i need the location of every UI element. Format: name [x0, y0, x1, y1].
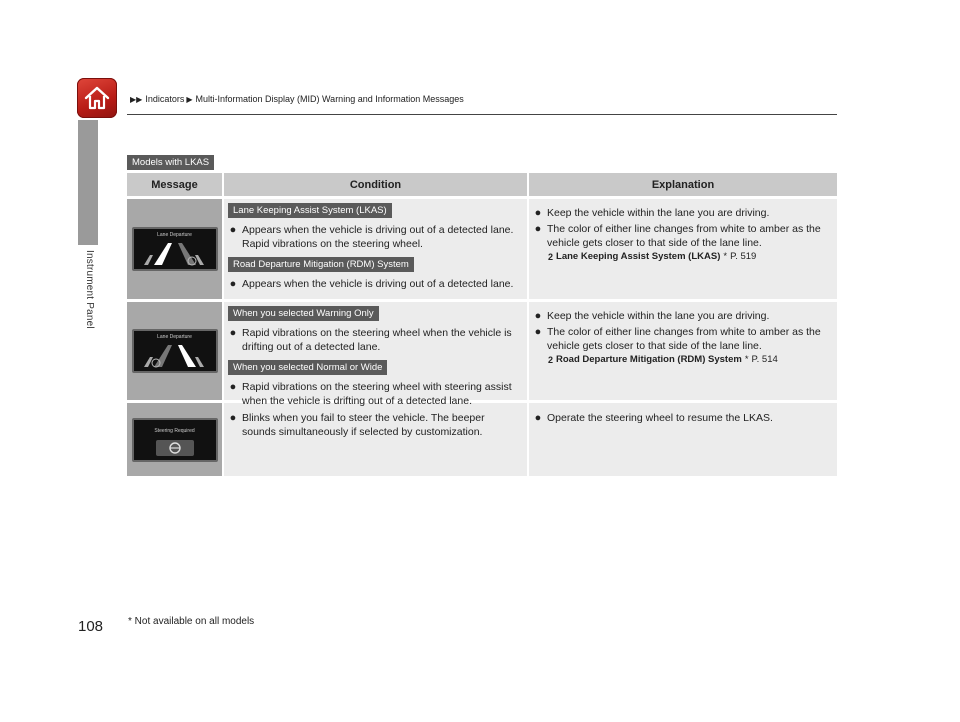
bullet-icon: ● [229, 412, 237, 424]
list-item [228, 223, 521, 251]
message-cell [127, 199, 222, 299]
bullet-icon: ● [534, 223, 542, 235]
screen-title: Lane Departure [157, 334, 192, 340]
bullet-icon: ● [229, 224, 237, 236]
reference-page: P. 519 [730, 251, 757, 262]
condition-text: Rapid vibrations on the steering wheel with steering assist when the vehicle is drifting out of a detected lane. [242, 381, 512, 407]
steering-required-screen [132, 418, 218, 462]
bullet-icon: ● [534, 326, 542, 338]
rdm-badge: Road Departure Mitigation (RDM) System [228, 257, 414, 272]
explanation-cell [527, 403, 837, 476]
explanation-cell [527, 199, 837, 299]
breadcrumb [130, 94, 464, 104]
bullet-icon: ● [534, 207, 542, 219]
bullet-icon: ● [534, 412, 542, 424]
bullet-icon: ● [534, 310, 542, 322]
footnote: * Not available on all models [128, 616, 255, 627]
explanation-text: The color of either line changes from white to amber as the vehicle gets closer to that side of the lane line. [547, 326, 821, 352]
normal-or-wide-badge: When you selected Normal or Wide [228, 360, 387, 375]
lkas-badge: Lane Keeping Assist System (LKAS) [228, 203, 392, 218]
table-header [127, 173, 837, 196]
breadcrumb-arrow-icon: ▶ [186, 94, 193, 104]
list-item [533, 325, 831, 353]
breadcrumb-arrow-icon: ▶▶ [130, 94, 143, 104]
breadcrumb-item-current[interactable]: Multi-Information Display (MID) Warning and Information Messages [195, 94, 464, 104]
reference-star: * [744, 354, 749, 365]
explanation-text: Operate the steering wheel to resume the LKAS. [547, 412, 773, 424]
cross-reference-link[interactable] [548, 250, 831, 264]
section-tab-bar [78, 120, 98, 245]
table-row [127, 403, 837, 476]
condition-text: Blinks when you fail to steer the vehicle. The beeper sounds simultaneously if selected by customization. [242, 412, 485, 438]
screen-title: Steering Required [154, 427, 195, 434]
page-number: 108 [78, 618, 104, 635]
header-message: Message [151, 178, 198, 191]
home-button[interactable] [77, 78, 117, 118]
breadcrumb-item-indicators[interactable]: Indicators [145, 94, 185, 104]
bullet-icon: ● [229, 327, 237, 339]
reference-title: Road Departure Mitigation (RDM) System [556, 354, 742, 365]
explanation-cell [527, 302, 837, 400]
lane-departure-screen [132, 329, 218, 373]
message-table [127, 173, 837, 476]
section-label: Instrument Panel [84, 250, 95, 329]
list-item [533, 206, 831, 220]
list-item [533, 222, 831, 250]
list-item [228, 326, 521, 354]
table-row [127, 199, 837, 299]
list-item [533, 309, 831, 323]
header-divider [127, 114, 837, 115]
explanation-text: The color of either line changes from white to amber as the vehicle gets closer to that side of the lane line. [547, 223, 821, 249]
explanation-text: Keep the vehicle within the lane you are driving. [547, 310, 770, 322]
steering-wheel-icon [134, 420, 216, 460]
message-cell [127, 302, 222, 400]
message-cell [127, 403, 222, 476]
condition-cell [222, 403, 527, 476]
cross-reference-link[interactable] [548, 353, 831, 367]
table-row [127, 302, 837, 407]
condition-text: Appears when the vehicle is driving out of a detected lane. [242, 278, 514, 290]
header-explanation: Explanation [527, 173, 837, 196]
reference-page: P. 514 [751, 354, 778, 365]
home-icon [83, 84, 111, 112]
header-condition: Condition [222, 173, 527, 196]
bullet-icon: ● [229, 381, 237, 393]
warning-only-badge: When you selected Warning Only [228, 306, 379, 321]
models-badge: Models with LKAS [127, 155, 214, 170]
reference-arrow-icon: 2 [548, 355, 554, 365]
lane-lines-icon [134, 229, 216, 269]
reference-star: * [723, 251, 728, 262]
list-item [228, 277, 521, 291]
list-item [228, 411, 521, 439]
bullet-icon: ● [229, 278, 237, 290]
condition-text: Appears when the vehicle is driving out of a detected lane. Rapid vibrations on the steering wheel. [242, 224, 514, 250]
explanation-text: Keep the vehicle within the lane you are driving. [547, 207, 770, 219]
reference-arrow-icon: 2 [548, 252, 554, 262]
condition-cell [222, 199, 527, 299]
reference-title: Lane Keeping Assist System (LKAS) [556, 251, 721, 262]
lane-departure-screen [132, 227, 218, 271]
condition-cell [222, 302, 527, 407]
lane-lines-icon [134, 331, 216, 371]
list-item [533, 411, 831, 425]
screen-title: Lane Departure [157, 232, 192, 238]
condition-text: Rapid vibrations on the steering wheel when the vehicle is drifting out of a detected lane. [242, 327, 512, 353]
